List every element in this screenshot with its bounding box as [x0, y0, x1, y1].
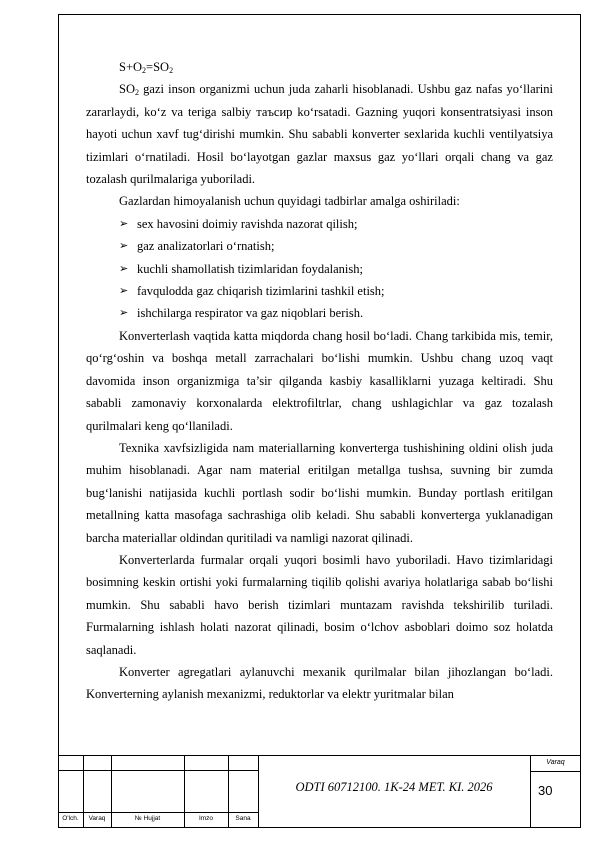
page-number: 30: [538, 783, 553, 798]
paragraph-tuyeres: Konverterlarda furmalar orqali yuqori bosimli havo yuboriladi. Havo tizimlaridagi bosimning keskin ortishi yoki furmalarning tiqilib qolishi avariya holatlariga sabab bo‘lishi mumkin. Shu sababli havo berish tizimlari muntazam ravishda tekshirilib turiladi. Furmalarning ishlash holati nazorat qilinadi, bosim o‘lchov asboblari doimo soz holatda saqlanadi.: [86, 552, 553, 657]
paragraph-so2: $SO_2$ gazi inson organizmi uchun juda zaharli hisoblanadi. Ushbu gaz nafas yo‘llarini zararlaydi, ko‘z va teriga salbiy таъсир ko‘rsatadi. Gazning yuqori konsentratsiyasi inson hayoti uchun xavf tug‘dirishi mumkin. Shu sababli konverter sexlarida kuchli ventilyatsiya tizimlari o‘rnatiladi. Hosil bo‘layotgan gazlar maxsus gaz yo‘llari orqali chang va gaz tozalash qurilmalariga yuboriladi.: [86, 82, 553, 187]
paragraph-moisture: Texnika xavfsizligida nam materiallarning konverterga tushishining oldini olish juda muhim hisoblanadi. Agar nam material eritilgan metallga tushsa, suvning bir zumda bug‘lanishi natijasida kuchli portlash sodir bo‘lishi mumkin. Bunday portlash eritilgan metallning katta masofaga sachrashiga olib keladi. Shu sababli konverterga yuklanadigan barcha materiallar oldindan quritiladi va namligi nazorat qilinadi.: [86, 440, 553, 545]
reaction-formula: $S+O_2=SO_2$: [119, 60, 174, 75]
bullet-item: ➢ gaz analizatorlari o‘rnatish;: [86, 235, 553, 257]
page-content: [86, 56, 553, 706]
bullet-item: ➢ ishchilarga respirator va gaz niqoblari berish.: [86, 302, 553, 324]
col-olch-label: O'lch.: [62, 815, 79, 822]
paragraph-mechanics: Konverter agregatlari aylanuvchi mexanik qurilmalar bilan jihozlangan bo‘ladi. Konverterning aylanish mexanizmi, reduktorlar va elektr yuritmalar bilan: [86, 664, 553, 702]
col-imzo-label: Imzo: [198, 815, 214, 822]
sheet-label: Varaq: [546, 759, 565, 766]
arrow-bullet-icon: ➢: [119, 262, 129, 275]
paragraph-dust: Konverterlash vaqtida katta miqdorda chang hosil bo‘ladi. Chang tarkibida mis, temir, qo‘rg‘oshin va boshqa metall zarrachalari bo‘lishi mumkin. Ushbu chang uzoq vaqt davomida inson organizmiga ta’sir qilganda kasbiy kasalliklarni yuzaga keltiradi. Shu sababli zamonaviy korxonalarda elektrofiltrlar, chang ushlagichlar va gaz tozalash qurilmalari keng qo‘llaniladi.: [86, 328, 553, 433]
arrow-bullet-icon: ➢: [119, 285, 129, 298]
bullet-item: ➢ sex havosini doimiy ravishda nazorat qilish;: [86, 213, 553, 235]
bullet-item: ➢ favqulodda gaz chiqarish tizimlarini tashkil etish;: [86, 280, 553, 302]
col-sana-label: Sana: [235, 815, 251, 822]
arrow-bullet-icon: ➢: [119, 217, 129, 230]
bullet-item: ➢ kuchli shamollatish tizimlaridan foydalanish;: [86, 258, 553, 280]
col-hujjat-label: № Hujjat: [134, 815, 161, 822]
col-varaq-label: Varaq: [88, 815, 106, 822]
arrow-bullet-icon: ➢: [119, 307, 129, 320]
document-code: ODTI 60712100. 1K-24 MET. KI. 2026: [295, 780, 493, 794]
title-block: [58, 755, 581, 828]
paragraph-protection-intro: Gazlardan himoyalanish uchun quyidagi tadbirlar amalga oshiriladi:: [119, 194, 460, 209]
arrow-bullet-icon: ➢: [119, 240, 129, 253]
